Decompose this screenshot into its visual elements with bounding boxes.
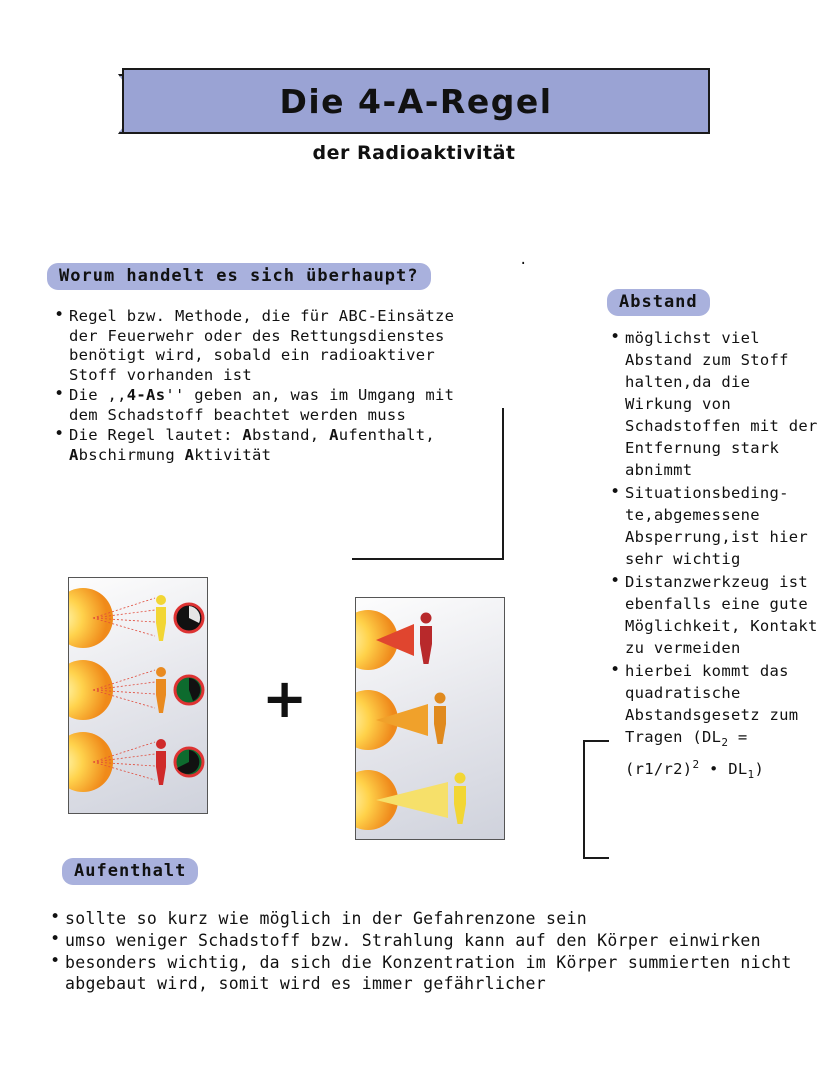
- intro-bullet-1: Die ,,4-As'' geben an, was im Umgang mit dem Schadstoff beachtet werden muss: [69, 386, 455, 424]
- bracket-abstand: [583, 740, 609, 859]
- stray-dot-mark: .: [519, 252, 528, 268]
- aufenthalt-bullet-1: umso weniger Schadstoff bzw. Strahlung kann auf den Körper einwirken: [65, 931, 761, 950]
- aufenthalt-heading-wrap: [62, 858, 198, 885]
- list-item: [48, 952, 808, 994]
- plus-sign: +: [262, 667, 308, 730]
- abstand-bullet-3: hierbei kommt das quadratische Abstandsgesetz zum Tragen ($DL_2 = (r1/r2)^2$ • $DL_1$): [625, 662, 799, 782]
- abstand-heading-wrap: [607, 289, 710, 316]
- aufenthalt-heading: Aufenthalt: [62, 858, 198, 885]
- intro-bullet-2: Die Regel lautet: Abstand, Aufenthalt, Abschirmung Aktivität: [69, 426, 436, 464]
- page-subtitle: der Radioaktivität: [312, 142, 516, 164]
- page-title: Die 4-A-Regel: [279, 81, 553, 121]
- abstand-bullet-0: möglichst viel Abstand zum Stoff halten,da die Wirkung von Schadstoffen mit der Entfernung stark abnimmt: [625, 329, 818, 479]
- aufenthalt-bullet-list: [48, 908, 808, 995]
- aufenthalt-bullet-0: sollte so kurz wie möglich in der Gefahrenzone sein: [65, 909, 587, 928]
- bracket-intro-to-figure: [352, 408, 504, 560]
- figure-abstand-distance: [355, 597, 505, 840]
- list-item: [48, 930, 808, 951]
- banner-body: [122, 68, 710, 134]
- list-item: [608, 482, 818, 570]
- intro-heading-wrap: [47, 263, 431, 290]
- abstand-bullet-2: Distanzwerkzeug ist ebenfalls eine gute Möglichkeit, Kontakt zu vermeiden: [625, 573, 818, 657]
- figure-right-graphic: [356, 598, 504, 839]
- abstand-bullet-list: [608, 327, 818, 787]
- list-item: [48, 908, 808, 929]
- abstand-heading: Abstand: [607, 289, 710, 316]
- title-banner: [0, 68, 828, 138]
- figure-aufenthalt-time: [68, 577, 208, 814]
- intro-bullet-0: Regel bzw. Methode, die für ABC-Einsätze der Feuerwehr oder des Rettungsdienstes benötigt wird, sobald ein radioaktiver Stoff vorhanden ist: [69, 307, 455, 384]
- list-item: [608, 660, 818, 786]
- list-item: [608, 327, 818, 481]
- intro-heading: Worum handelt es sich überhaupt?: [47, 263, 431, 290]
- list-item: [52, 307, 472, 385]
- figure-left-graphic: [69, 578, 207, 813]
- aufenthalt-bullet-2: besonders wichtig, da sich die Konzentration im Körper summierten nicht abgebaut wird, somit wird es immer gefährlicher: [65, 953, 792, 993]
- abstand-bullet-1: Situationsbeding-te,abgemessene Absperrung,ist hier sehr wichtig: [625, 484, 809, 568]
- list-item: [608, 571, 818, 659]
